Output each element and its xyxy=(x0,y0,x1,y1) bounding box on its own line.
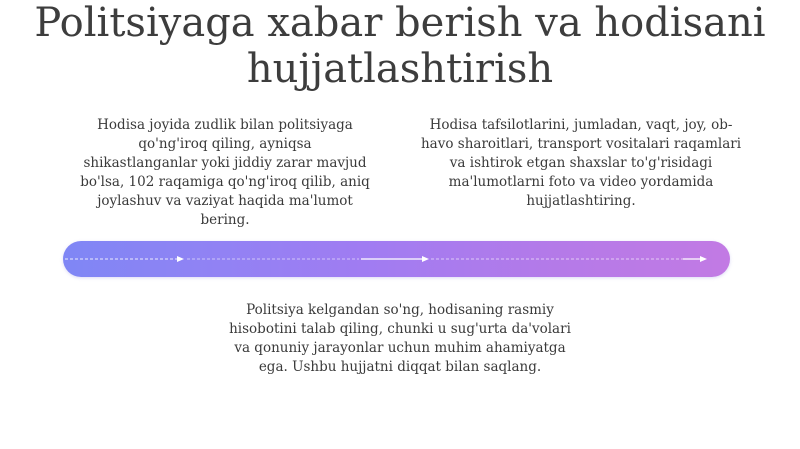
timeline-arrows xyxy=(63,241,730,277)
arrow-head-2-icon xyxy=(422,256,429,262)
arrow-head-3-icon xyxy=(700,256,707,262)
arrow-head-1-icon xyxy=(177,256,184,262)
step-1-text: Hodisa joyida zudlik bilan politsiyaga qo'ng'iroq qiling, ayniqsa shikastlanganlar yoki jiddiy zarar mavjud bo'lsa, 102 raqamiga qo'ng'iroq qilib, aniq joylashuv va vaziyat haqida ma'lumot bering. xyxy=(80,117,370,228)
timeline-bar xyxy=(63,241,730,277)
step-2-text: Hodisa tafsilotlarini, jumladan, vaqt, joy, ob-havo sharoitlari, transport vositalari raqamlari va ishtirok etgan shaxslar to'g'risidagi ma'lumotlarni foto va video yordamida hujjatlashtiring. xyxy=(420,117,742,209)
step-3-text: Politsiya kelgandan so'ng, hodisaning rasmiy hisobotini talab qiling, chunki u sug'urta da'volari va qonuniy jarayonlar uchun muhim ahamiyatga ega. Ushbu hujjatni diqqat bilan saqlang. xyxy=(229,302,571,375)
page-title: Politsiyaga xabar berish va hodisani hujjatlashtirish xyxy=(34,0,766,92)
